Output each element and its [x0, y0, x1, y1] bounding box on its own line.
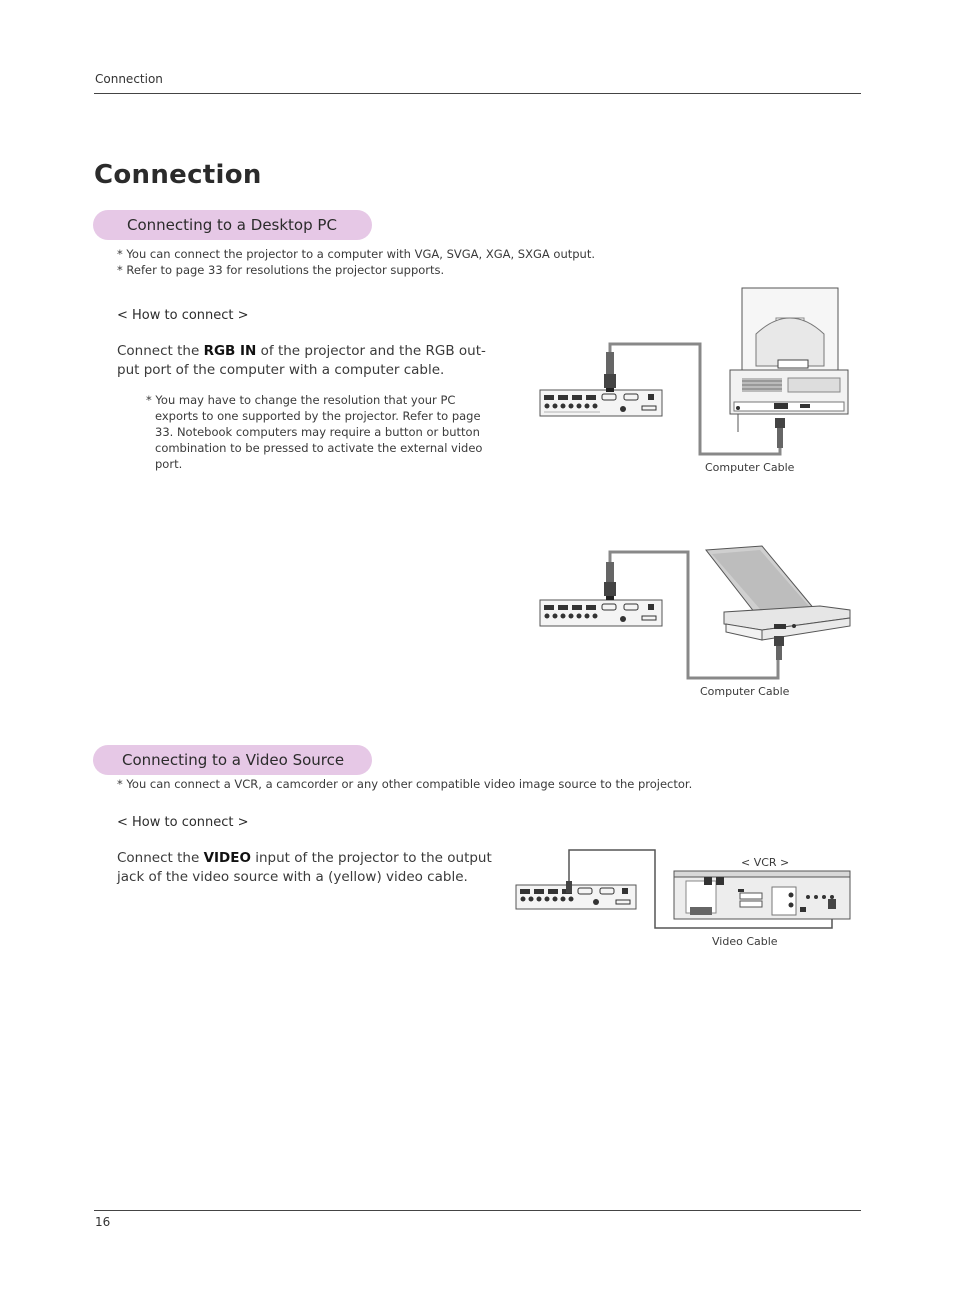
desktop-connection-diagram [530, 282, 860, 482]
desktop-subnote-line-4: combination to be pressed to activate the external video [155, 441, 483, 455]
notebook-illustration [706, 546, 850, 660]
desktop-subnote-line-2: exports to one supported by the projector. Refer to page [155, 409, 481, 423]
cable-label-desktop: Computer Cable [705, 461, 795, 474]
header-rule [94, 93, 861, 94]
vcr-label: < VCR > [741, 856, 790, 869]
page-title: Connection [94, 160, 262, 190]
desktop-subnote-line-3: 33. Notebook computers may require a button or button [155, 425, 480, 439]
cable-plug-projector [566, 881, 572, 893]
section-heading-video-source [93, 745, 372, 775]
desktop-subnote-line-1: * You may have to change the resolution that your PC [146, 393, 456, 407]
how-to-connect-label: < How to connect > [117, 815, 249, 830]
desktop-note-2: * Refer to page 33 for resolutions the projector supports. [117, 263, 445, 277]
section-heading-text: Connecting to a Video Source [122, 751, 345, 769]
vcr-illustration [674, 871, 850, 919]
video-note: * You can connect a VCR, a camcorder or any other compatible video image source to the projector. [117, 777, 693, 791]
cable-plug-projector [604, 562, 616, 600]
cable-plug-projector [604, 352, 616, 392]
notebook-connection-diagram [530, 540, 860, 690]
section-heading-text: Connecting to a Desktop PC [127, 216, 337, 234]
cable-label-video: Video Cable [712, 935, 778, 948]
page-number: 16 [95, 1215, 111, 1229]
video-instruction: Connect the VIDEO input of the projector to the output jack of the video source with a (yellow) video cable. [117, 850, 492, 885]
section-heading-desktop-pc [93, 210, 372, 240]
desktop-subnote-line-5: port. [155, 457, 183, 471]
desktop-instruction: Connect the RGB IN of the projector and the RGB out-put port of the computer with a computer cable. [117, 343, 486, 378]
footer-rule [94, 1210, 861, 1211]
running-header: Connection [95, 72, 163, 86]
cable-label-notebook: Computer Cable [700, 685, 790, 698]
desktop-note-1: * You can connect the projector to a computer with VGA, SVGA, XGA, SXGA output. [117, 247, 596, 261]
projector-rear-panel [516, 885, 636, 909]
projector-rear-panel [540, 390, 662, 416]
video-connection-diagram [510, 845, 855, 935]
projector-rear-panel [540, 600, 662, 626]
how-to-connect-label: < How to connect > [117, 308, 249, 323]
desktop-pc-illustration [730, 288, 848, 448]
